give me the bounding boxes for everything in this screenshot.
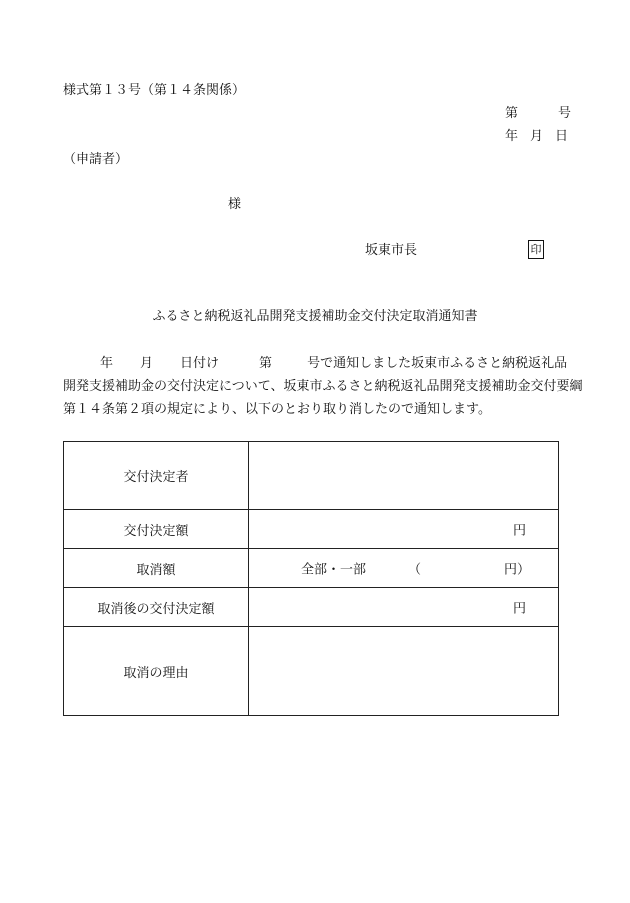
form-number: 様式第１３号（第１４条関係） (63, 83, 246, 98)
body-line-2: 開発支援補助金の交付決定について、坂東市ふるさと納税返礼品開発支援補助金交付要綱 (63, 379, 583, 394)
body-line-3: 第１４条第２項の規定により、以下のとおり取り消したので通知します。 (63, 402, 491, 417)
unit-yen: 円 (512, 523, 526, 539)
paren-open: （ (408, 562, 422, 578)
body-number-prefix: 第 (259, 356, 273, 371)
date-day: 日 (555, 129, 569, 144)
value-after-amount (249, 588, 559, 627)
body-month: 月 (140, 356, 154, 371)
label-cancel-amount: 取消額 (64, 549, 249, 588)
label-recipient: 交付決定者 (64, 442, 249, 510)
label-reason: 取消の理由 (64, 627, 249, 716)
row-recipient (64, 442, 559, 510)
date-year: 年 (505, 129, 519, 144)
row-decided-amount (64, 510, 559, 549)
issuer-name: 坂東市長 (365, 243, 418, 258)
number-prefix: 第 (505, 106, 519, 121)
unit-yen-close: 円） (503, 562, 530, 578)
label-decided-amount: 交付決定額 (64, 510, 249, 549)
value-recipient (249, 442, 559, 510)
seal-mark: 印 (528, 240, 544, 259)
info-table (63, 441, 559, 716)
applicant-label: （申請者） (63, 152, 129, 167)
label-after-amount: 取消後の交付決定額 (64, 588, 249, 627)
cancel-scope-choice: 全部・一部 (301, 562, 367, 578)
document-title: ふるさと納税返礼品開発支援補助金交付決定取消通知書 (152, 309, 478, 324)
body-line-1 (63, 352, 583, 375)
value-reason (249, 627, 559, 716)
document-number (505, 107, 571, 120)
unit-yen: 円 (512, 601, 526, 617)
number-suffix: 号 (558, 106, 572, 121)
value-cancel-amount (249, 549, 559, 588)
row-after-amount (64, 588, 559, 627)
date-month: 月 (530, 129, 544, 144)
body-line1-rest: 号で通知しました坂東市ふるさと納税返礼品 (307, 356, 568, 371)
row-reason (64, 627, 559, 716)
row-cancel-amount (64, 549, 559, 588)
honorific: 様 (228, 197, 242, 212)
value-decided-amount (249, 510, 559, 549)
notice-body (63, 352, 583, 421)
body-year: 年 (100, 356, 114, 371)
document-date (505, 130, 568, 143)
body-date-suffix: 日付け (180, 356, 220, 371)
